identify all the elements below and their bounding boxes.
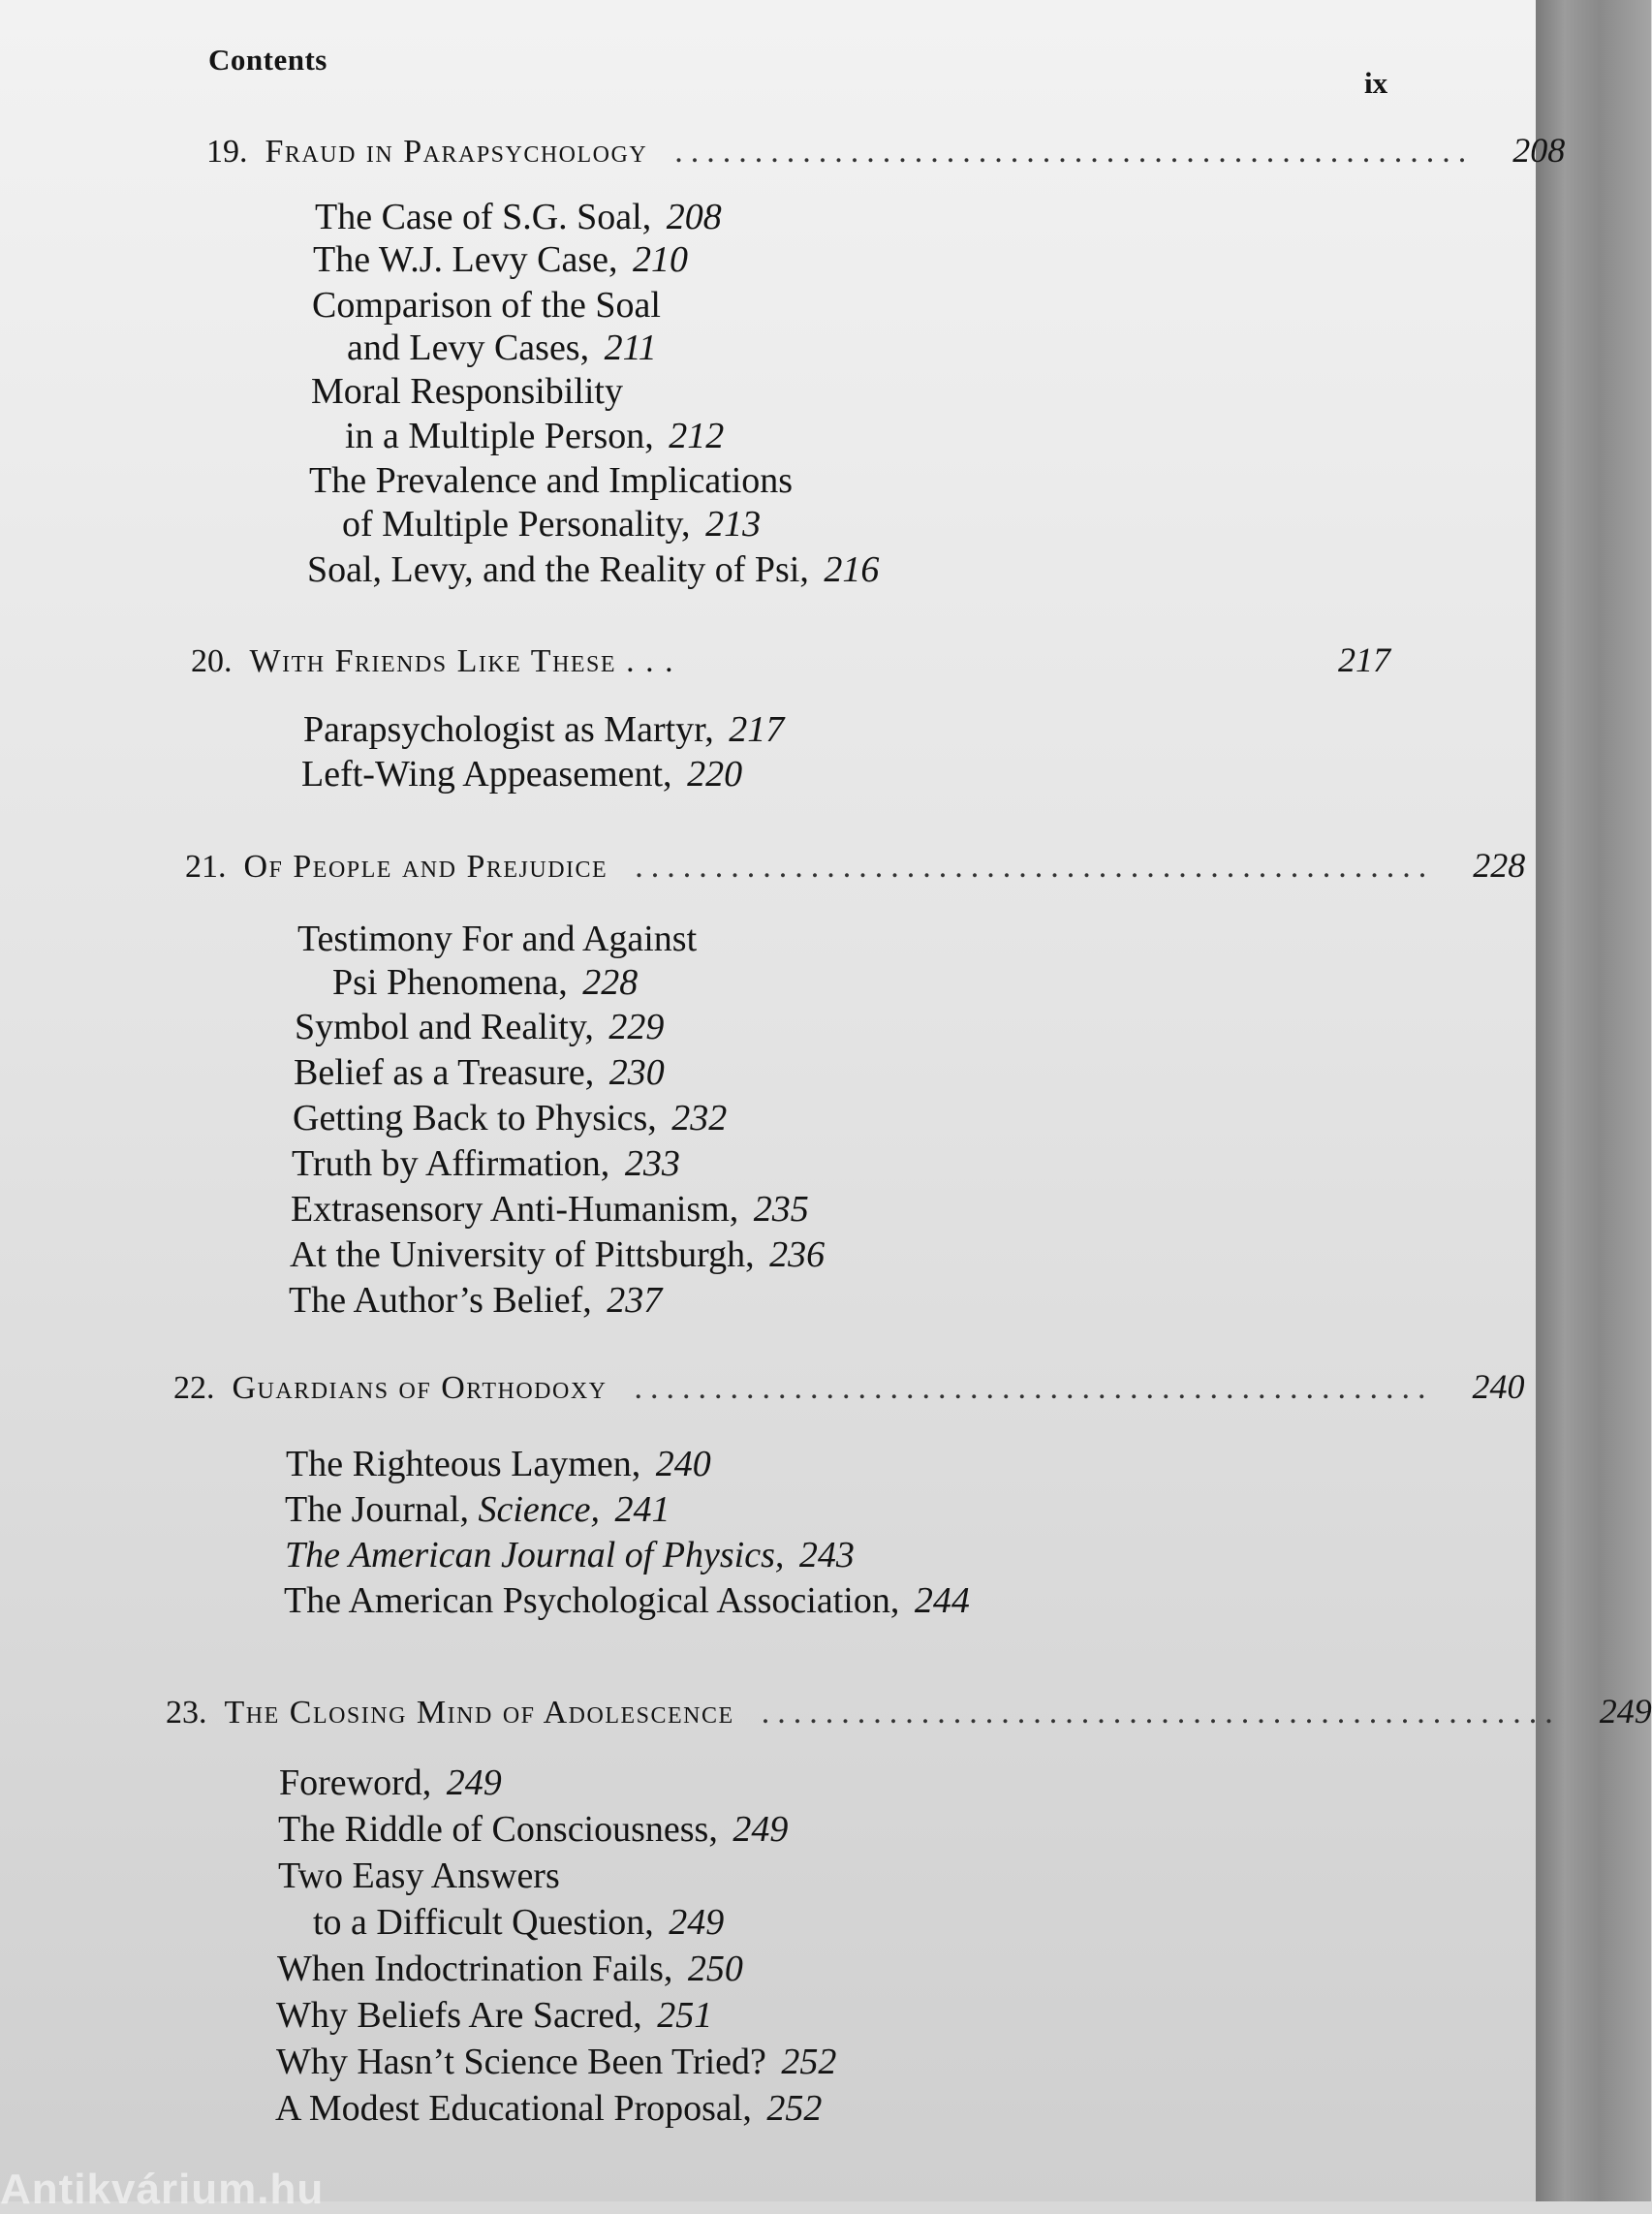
chapter-number: 19.: [206, 134, 248, 170]
toc-entry: Extrasensory Anti-Humanism, 235: [291, 1189, 809, 1230]
dot-leader: ..................................................: [761, 1695, 1561, 1731]
chapter-title: Guardians of Orthodoxy: [232, 1370, 608, 1406]
chapter-page: 217: [1338, 640, 1390, 679]
chapter-title: Fraud in Parapsychology: [265, 134, 648, 170]
toc-entry: The Righteous Laymen, 240: [286, 1444, 711, 1484]
chapter-page: 228: [1473, 846, 1526, 885]
chapter-number: 22.: [173, 1370, 215, 1406]
toc-entry: Parapsychologist as Martyr, 217: [303, 709, 785, 750]
dot-leader: ..................................................: [634, 1370, 1434, 1406]
chapter-title: The Closing Mind of Adolescence: [224, 1695, 734, 1731]
toc-entry: The Author’s Belief, 237: [289, 1280, 663, 1321]
toc-entry: At the University of Pittsburgh, 236: [290, 1234, 826, 1275]
toc-entry: Soal, Levy, and the Reality of Psi, 216: [307, 549, 880, 590]
toc-entry: Moral Responsibility: [311, 371, 623, 412]
running-head: Contents: [208, 43, 327, 77]
toc-entry: The Journal, Science, 241: [285, 1489, 670, 1530]
chapter-number: 23.: [166, 1695, 207, 1731]
dot-leader: ..................................................: [635, 849, 1435, 885]
toc-entry: Comparison of the Soal: [312, 285, 661, 326]
toc-entry: The Case of S.G. Soal, 208: [315, 197, 722, 237]
watermark: Antikvárium.hu: [0, 2166, 325, 2213]
toc-entry: Why Hasn’t Science Been Tried? 252: [276, 2042, 837, 2082]
toc-entry: Symbol and Reality, 229: [295, 1007, 665, 1047]
chapter-title: With Friends Like These . . .: [249, 643, 675, 679]
dot-leader: ..................................................: [674, 134, 1475, 170]
toc-entry: Why Beliefs Are Sacred, 251: [276, 1995, 713, 2036]
chapter-19-heading: [206, 130, 1566, 171]
toc-entry: Testimony For and Against: [297, 919, 698, 959]
toc-entry: The Riddle of Consciousness, 249: [278, 1809, 789, 1850]
toc-entry: and Levy Cases, 211: [347, 327, 657, 368]
toc-entry: in a Multiple Person, 212: [345, 416, 725, 456]
toc-entry: The American Journal of Physics, 243: [285, 1535, 855, 1575]
toc-entry: A Modest Educational Proposal, 252: [275, 2088, 823, 2129]
chapter-number: 21.: [185, 849, 227, 885]
book-spine-shadow: [1536, 0, 1651, 2201]
toc-entry: Truth by Affirmation, 233: [292, 1143, 680, 1184]
chapter-20-heading: [191, 639, 1390, 680]
chapter-page: 249: [1599, 1692, 1652, 1731]
toc-entry: Belief as a Treasure, 230: [294, 1052, 665, 1093]
chapter-page: 208: [1512, 131, 1566, 170]
chapter-number: 20.: [191, 643, 233, 679]
toc-entry: Left-Wing Appeasement, 220: [301, 754, 743, 795]
chapter-23-heading: [166, 1691, 1652, 1731]
toc-entry: of Multiple Personality, 213: [342, 504, 762, 545]
toc-entry: to a Difficult Question, 249: [313, 1902, 725, 1943]
chapter-21-heading: [185, 845, 1526, 886]
toc-entry: Two Easy Answers: [278, 1855, 560, 1896]
chapter-22-heading: [173, 1366, 1525, 1407]
chapter-page: 240: [1472, 1367, 1525, 1406]
chapter-title: Of People and Prejudice: [243, 849, 608, 885]
toc-entry: The W.J. Levy Case, 210: [313, 239, 689, 280]
toc-entry: When Indoctrination Fails, 250: [277, 1949, 743, 1989]
toc-entry: Getting Back to Physics, 232: [293, 1098, 728, 1138]
toc-entry: Foreword, 249: [279, 1762, 502, 1803]
toc-entry: Psi Phenomena, 228: [332, 962, 639, 1003]
page-number: ix: [1364, 66, 1388, 100]
toc-entry: The American Psychological Association, 244: [284, 1580, 970, 1621]
toc-entry: The Prevalence and Implications: [309, 460, 794, 501]
